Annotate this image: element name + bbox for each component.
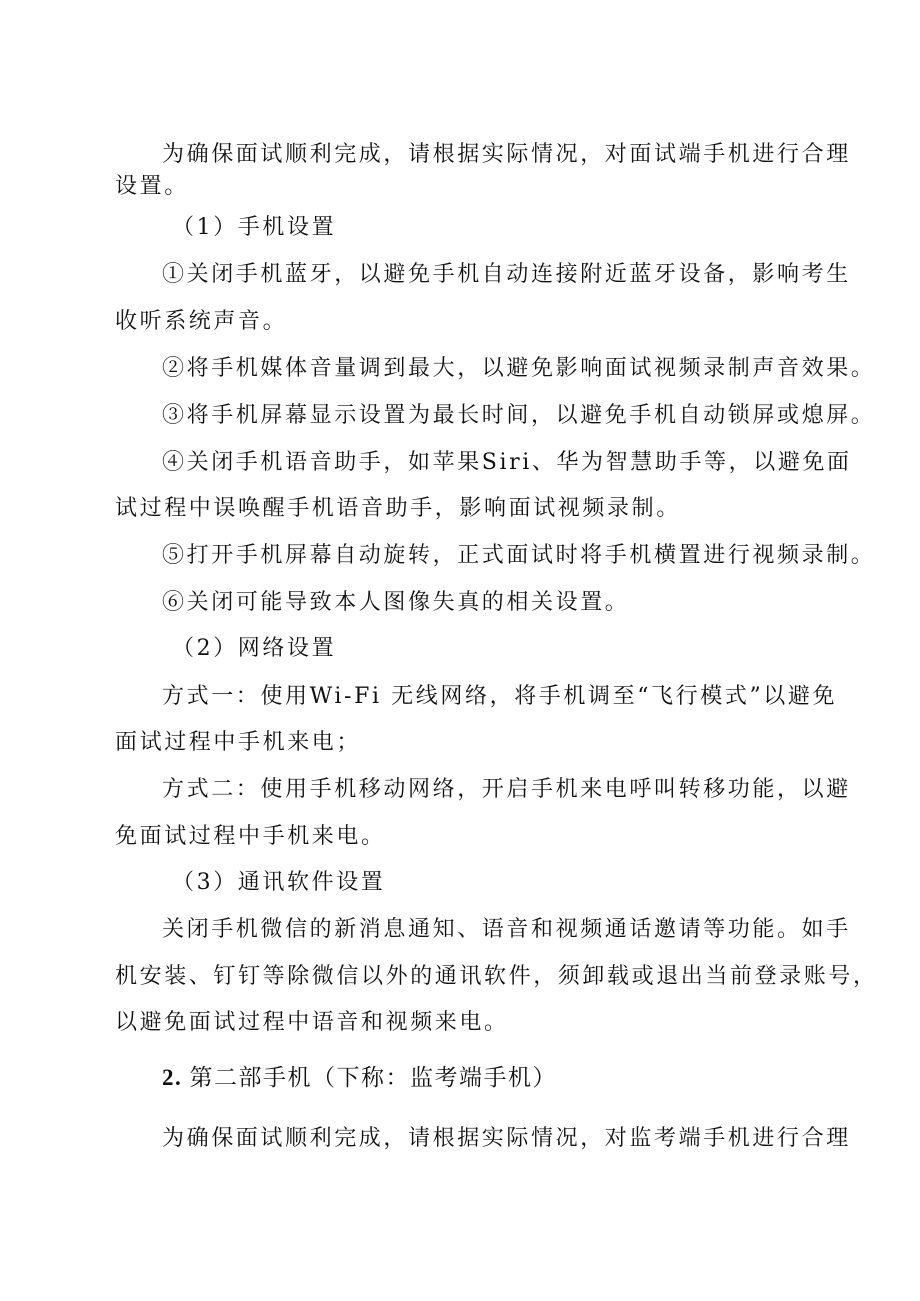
messaging-para-line-2: 机安装、钉钉等除微信以外的通讯软件，须卸载或退出当前登录账号， [115,964,878,989]
part-2-number: 2. [162,1065,183,1090]
item-6: ⑥关闭可能导致本人图像失真的相关设置。 [162,590,630,615]
item-4-line-2: 试过程中误唤醒手机语音助手，影响面试视频录制。 [115,496,681,521]
part-2-heading [162,1063,557,1093]
item-1-line-1: ①关闭手机蓝牙，以避免手机自动连接附近蓝牙设备，影响考生 [162,262,851,287]
messaging-para-line-1: 关闭手机微信的新消息通知、语音和视频通话邀请等功能。如手 [162,917,851,942]
intro-line-2: 设置。 [115,174,189,199]
item-5: ⑤打开手机屏幕自动旋转，正式面试时将手机横置进行视频录制。 [162,543,876,568]
way-2-line-1: 方式二：使用手机移动网络，开启手机来电呼叫转移功能，以避 [162,777,851,802]
section-heading-phone-settings: （1）手机设置 [172,215,337,240]
part-2-intro-line-1: 为确保面试顺利完成，请根据实际情况，对监考端手机进行合理 [162,1126,851,1151]
messaging-para-line-3: 以避免面试过程中语音和视频来电。 [115,1010,509,1035]
item-4-line-1: ④关闭手机语音助手，如苹果Siri、华为智慧助手等，以避免面 [162,450,852,475]
way-1-line-2: 面试过程中手机来电； [115,730,362,755]
section-heading-messaging-apps: （3）通讯软件设置 [172,870,386,895]
way-2-line-2: 免面试过程中手机来电。 [115,824,386,849]
item-2: ②将手机媒体音量调到最大，以避免影响面试视频录制声音效果。 [162,356,876,381]
item-1-line-2: 收听系统声音。 [115,309,288,334]
part-2-title: 第二部手机（下称：监考端手机） [189,1065,557,1090]
intro-line-1: 为确保面试顺利完成，请根据实际情况，对面试端手机进行合理 [162,142,851,167]
way-1-line-1: 方式一：使用Wi-Fi 无线网络，将手机调至“飞行模式”以避免 [162,684,838,709]
item-3: ③将手机屏幕显示设置为最长时间，以避免手机自动锁屏或熄屏。 [162,403,876,428]
section-heading-network-settings: （2）网络设置 [172,636,337,661]
